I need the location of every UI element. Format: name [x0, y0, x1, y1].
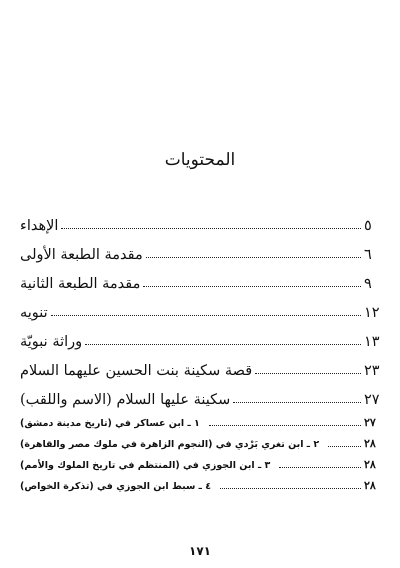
dot-leader [143, 285, 361, 287]
dot-leader [233, 401, 361, 403]
toc-entry-label: الإهداء [20, 218, 59, 234]
toc-entry [20, 379, 382, 408]
dot-leader [328, 445, 361, 447]
page-title: المحتويات [164, 150, 236, 170]
toc-entry-page: ٩ [364, 276, 372, 292]
toc-entry [20, 292, 382, 321]
toc-subentry [20, 471, 382, 492]
toc-subentry-label: ٣ ـ ابن الجوزي في (المنتظم في تاريخ الملوك والأمم) [20, 460, 271, 471]
toc-entry-label: سكينة عليها السلام (الاسم واللقب) [20, 392, 231, 408]
toc-entry [20, 321, 382, 350]
toc-entry-page: ٢٣ [364, 363, 380, 379]
toc-entry-page: ٦ [364, 247, 372, 263]
toc-entry-page: ٥ [364, 218, 372, 234]
toc-subentry-label: ٤ ـ سبط ابن الجوزي في (تذكرة الخواص) [20, 481, 212, 492]
toc-subentry-page: ٢٧ [364, 416, 376, 429]
toc-entry-page: ١٣ [364, 334, 380, 350]
toc-entry-label: قصة سكينة بنت الحسين عليهما السلام [20, 363, 253, 379]
page-number: ١٧١ [189, 544, 211, 558]
toc-subentry [20, 450, 382, 471]
dot-leader [51, 314, 361, 316]
toc-entry [20, 263, 382, 292]
toc-entry [20, 350, 382, 379]
dot-leader [279, 466, 361, 468]
toc-entry-page: ١٢ [364, 305, 380, 321]
toc-subentry-label: ٢ ـ ابن تغري بَرْدي في (النجوم الزاهرة في ملوك مصر والقاهرة) [20, 439, 320, 450]
dot-leader [85, 343, 361, 345]
toc-entry-label: مقدمة الطبعة الثانية [20, 276, 141, 292]
toc-subentry-page: ٢٨ [364, 479, 376, 492]
toc-subentry [20, 408, 382, 429]
toc-entry-label: تنويه [20, 305, 48, 321]
toc-entry-page: ٢٧ [364, 392, 380, 408]
toc-subentry [20, 429, 382, 450]
toc-entry-label: وراثة نبويّة [20, 334, 83, 350]
dot-leader [255, 372, 361, 374]
toc-entry [20, 205, 382, 234]
toc-subentry-label: ١ ـ ابن عساكر في (تاريخ مدينة دمشق) [20, 418, 200, 429]
dot-leader [146, 256, 361, 258]
toc-subentry-page: ٢٨ [364, 458, 376, 471]
toc-subentry-page: ٢٨ [364, 437, 376, 450]
toc-entry-label: مقدمة الطبعة الأولى [20, 247, 143, 263]
toc-entry [20, 234, 382, 263]
dot-leader [61, 227, 361, 229]
dot-leader [209, 424, 361, 426]
dot-leader [220, 487, 361, 489]
table-of-contents [20, 205, 382, 492]
